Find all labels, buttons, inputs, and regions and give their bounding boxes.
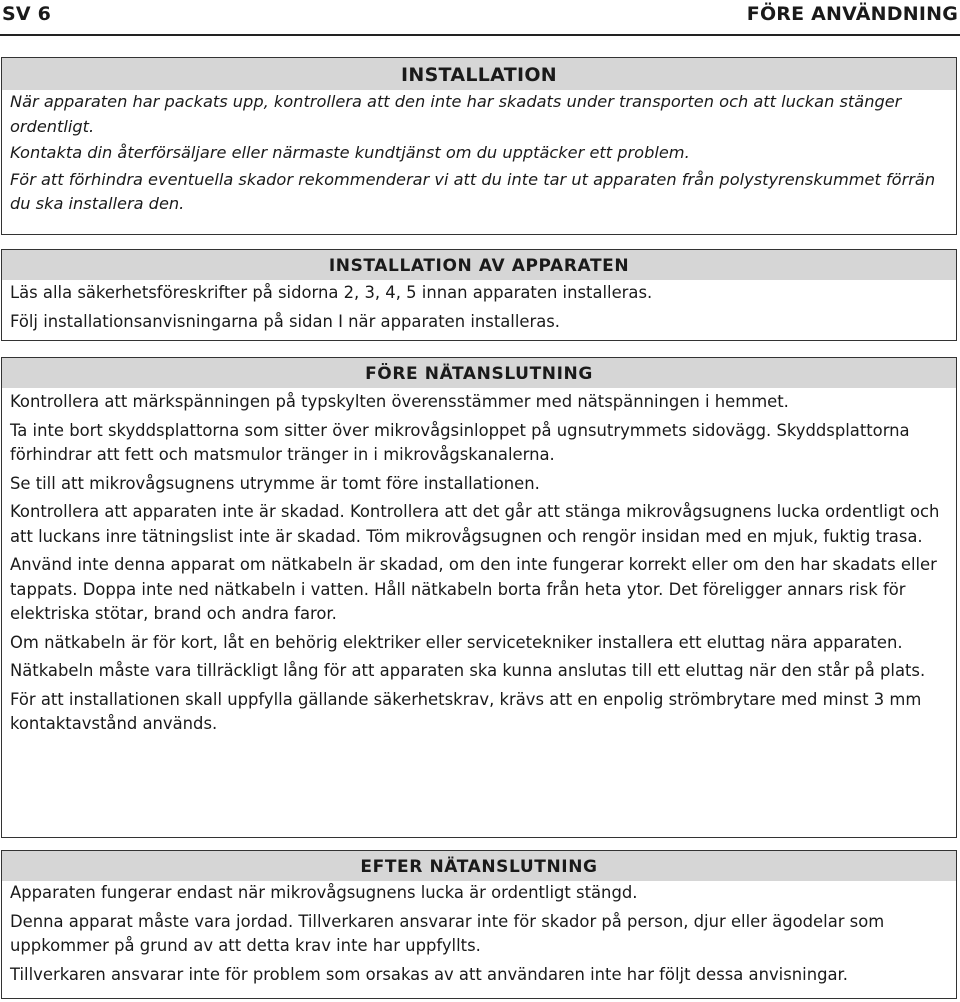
fore-natanslutning-paragraph: För att installationen skall uppfylla gällande säkerhetskrav, krävs att en enpolig strömbrytare med minst 3 mm kontaktavstånd används. (10, 689, 922, 733)
header-rule (0, 34, 960, 36)
fore-natanslutning-paragraph: Använd inte denna apparat om nätkabeln är skadad, om den inte fungerar korrekt eller om den har skadats eller tappats. Doppa inte ned nätkabeln i vatten. Håll nätkabeln borta från heta ytor. Det föreligger annars risk för elektriska stötar, brand och andra faror. (10, 555, 937, 623)
fore-natanslutning-paragraph: Se till att mikrovågsugnens utrymme är tomt före installationen. (10, 473, 540, 493)
installation-body (2, 90, 956, 217)
efter-natanslutning-paragraph: Tillverkaren ansvarar inte för problem som orsakas av att användaren inte har följt dessa anvisningar. (10, 964, 848, 984)
installation-av-apparaten-paragraph: Läs alla säkerhetsföreskrifter på sidorna 2, 3, 4, 5 innan apparaten installeras. (10, 283, 653, 302)
fore-natanslutning-paragraph: Nätkabeln måste vara tillräckligt lång för att apparaten ska kunna anslutas till ett eluttag när den står på plats. (10, 661, 926, 680)
installation-heading: INSTALLATION (2, 58, 956, 90)
installation-av-apparaten-section (1, 249, 957, 341)
fore-natanslutning-heading: FÖRE NÄTANSLUTNING (2, 358, 956, 388)
fore-natanslutning-section (1, 357, 957, 838)
section-title: FÖRE ANVÄNDNING (746, 3, 958, 25)
efter-natanslutning-paragraph: Denna apparat måste vara jordad. Tillverkaren ansvarar inte för skador på person, djur eller ägodelar som uppkommer på grund av att detta krav inte har uppfyllts. (10, 911, 885, 955)
efter-natanslutning-paragraph: Apparaten fungerar endast när mikrovågsugnens lucka är ordentligt stängd. (10, 883, 638, 902)
page-number: SV 6 (2, 3, 52, 25)
installation-paragraph: För att förhindra eventuella skador rekommenderar vi att du inte tar ut apparaten från polystyrenskummet förrän du ska installera den. (10, 169, 936, 213)
fore-natanslutning-paragraph: Kontrollera att märkspänningen på typskylten överensstämmer med nätspänningen i hemmet. (10, 392, 789, 411)
page-header (0, 0, 960, 28)
installation-av-apparaten-heading: INSTALLATION AV APPARATEN (2, 250, 956, 280)
installation-av-apparaten-body (2, 280, 956, 334)
fore-natanslutning-paragraph: Kontrollera att apparaten inte är skadad. Kontrollera att det går att stänga mikrovågsugnens lucka ordentligt och att luckans inre tätningslist inte är skadad. Töm mikrovågsugnen och rengör insidan med en mjuk, fuktig trasa. (10, 502, 940, 546)
fore-natanslutning-paragraph: Om nätkabeln är för kort, låt en behörig elektriker eller servicetekniker installera ett eluttag nära apparaten. (10, 632, 903, 652)
efter-natanslutning-body (2, 881, 956, 987)
efter-natanslutning-section (1, 850, 957, 999)
installation-paragraph: Kontakta din återförsäljare eller närmaste kundtjänst om du upptäcker ett problem. (10, 143, 690, 162)
fore-natanslutning-body (2, 388, 956, 737)
installation-av-apparaten-paragraph: Följ installationsanvisningarna på sidan I när apparaten installeras. (10, 311, 561, 331)
installation-section (1, 57, 957, 235)
efter-natanslutning-heading: EFTER NÄTANSLUTNING (2, 851, 956, 881)
installation-paragraph: När apparaten har packats upp, kontrollera att den inte har skadats under transporten och att luckan stänger ordentligt. (10, 92, 902, 136)
fore-natanslutning-paragraph: Ta inte bort skyddsplattorna som sitter över mikrovågsinloppet på ugnsutrymmets sidovägg. Skyddsplattorna förhindrar att fett och matsmulor tränger in i mikrovågskanalerna. (10, 420, 910, 464)
